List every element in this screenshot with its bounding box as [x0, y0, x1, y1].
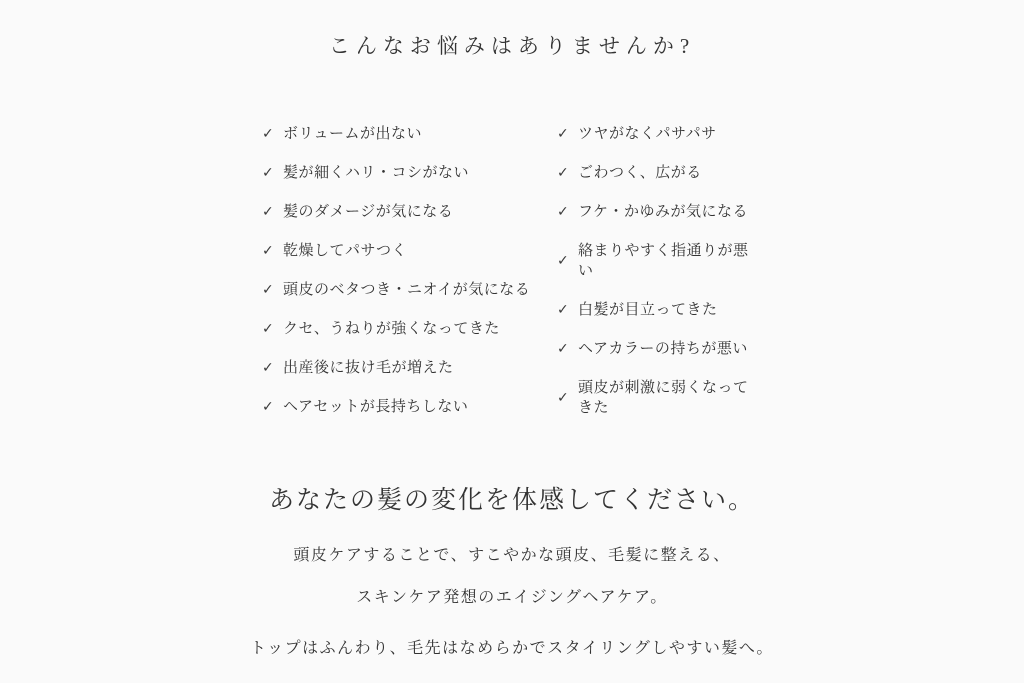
concern-item [262, 241, 557, 261]
concern-item [262, 358, 557, 378]
check-icon: ✓ [557, 165, 570, 181]
check-icon: ✓ [262, 360, 275, 376]
concern-label: 髪のダメージが気になる [283, 204, 454, 220]
concern-item [557, 124, 762, 144]
concern-item [262, 280, 557, 300]
check-icon: ✓ [262, 165, 275, 181]
check-icon: ✓ [262, 282, 275, 298]
concerns-column-left [262, 124, 557, 417]
concern-item [262, 163, 557, 183]
check-icon: ✓ [557, 126, 570, 142]
concern-label: 髪が細くハリ・コシがない [283, 165, 470, 181]
concerns-column-right [557, 124, 762, 418]
concern-item [557, 378, 762, 418]
concern-label: 出産後に抜け毛が増えた [283, 360, 454, 376]
concern-label: 頭皮のベタつき・ニオイが気になる [283, 282, 531, 298]
concern-label: 頭皮が刺激に弱くなってきた [578, 380, 749, 416]
check-icon: ✓ [262, 321, 275, 337]
concern-label: 乾燥してパサつく [283, 243, 408, 259]
concern-label: ツヤがなくパサパサ [578, 126, 717, 142]
experience-description-line1: 頭皮ケアすることで、すこやかな頭皮、毛髪に整える、 [293, 547, 731, 564]
concern-item [262, 319, 557, 339]
concern-item [262, 124, 557, 144]
concerns-checklist [262, 124, 762, 418]
check-icon: ✓ [557, 302, 570, 318]
experience-description [0, 535, 1024, 619]
concern-item [262, 202, 557, 222]
concern-item [557, 339, 762, 359]
concerns-heading: こんなお悩みはありませんか? [328, 34, 696, 58]
concern-label: 白髪が目立ってきた [578, 302, 718, 318]
concern-item [557, 300, 762, 320]
check-icon: ✓ [557, 204, 570, 220]
concern-item [262, 397, 557, 417]
concern-item [557, 202, 762, 222]
check-icon: ✓ [262, 399, 275, 415]
check-icon: ✓ [557, 390, 570, 406]
concern-label: ボリュームが出ない [283, 126, 423, 142]
check-icon: ✓ [557, 253, 570, 269]
concern-label: ヘアカラーの持ちが悪い [578, 341, 748, 357]
experience-description-line2: スキンケア発想のエイジングヘアケア。 [356, 589, 668, 606]
concern-item [557, 163, 762, 183]
concern-label: 絡まりやすく指通りが悪い [578, 243, 749, 279]
concern-item [557, 241, 762, 281]
check-icon: ✓ [262, 126, 275, 142]
experience-tagline: トップはふんわり、毛先はなめらかでスタイリングしやすい髪へ。 [250, 640, 774, 657]
concern-label: ごわつく、広がる [578, 165, 702, 181]
check-icon: ✓ [557, 341, 570, 357]
check-icon: ✓ [262, 204, 275, 220]
experience-heading: あなたの髪の変化を体感してください。 [268, 487, 755, 514]
concern-label: フケ・かゆみが気になる [578, 204, 749, 220]
concern-label: ヘアセットが長持ちしない [283, 399, 469, 415]
concern-label: クセ、うねりが強くなってきた [283, 321, 500, 337]
check-icon: ✓ [262, 243, 275, 259]
